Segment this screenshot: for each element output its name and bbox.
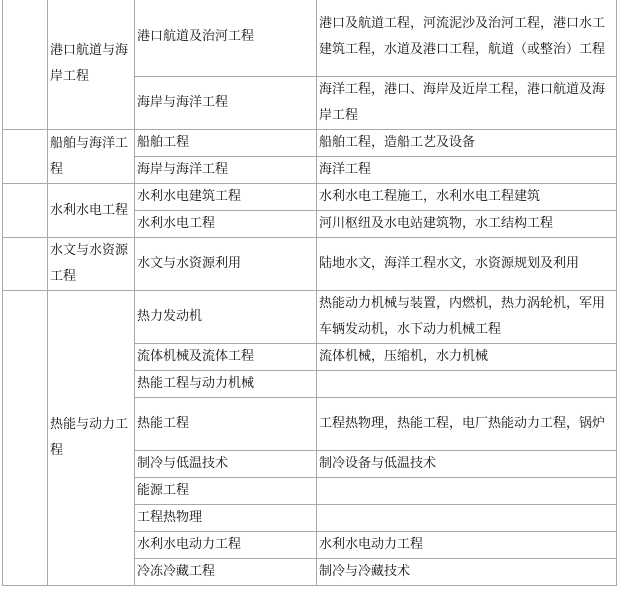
old-major-cell	[317, 478, 617, 505]
major-name-cell: 热能工程与动力机械	[135, 371, 317, 398]
major-name-cell: 热力发动机	[135, 291, 317, 344]
old-major-cell: 流体机械，压缩机，水力机械	[317, 344, 617, 371]
table-row	[3, 184, 617, 211]
old-major-cell: 工程热物理，热能工程，电厂热能动力工程，锅炉	[317, 398, 617, 451]
table-row	[3, 238, 617, 291]
table-row	[3, 291, 617, 344]
major-name-cell: 船舶工程	[135, 130, 317, 157]
old-major-cell	[317, 505, 617, 532]
blank-cell	[3, 0, 48, 130]
old-major-cell: 水利水电工程施工，水利水电工程建筑	[317, 184, 617, 211]
old-major-cell	[317, 371, 617, 398]
old-major-cell: 热能动力机械与装置，内燃机，热力涡轮机，军用车辆发动机，水下动力机械工程	[317, 291, 617, 344]
old-major-cell: 水利水电动力工程	[317, 532, 617, 559]
major-name-cell: 冷冻冷藏工程	[135, 559, 317, 586]
major-name-cell: 海岸与海洋工程	[135, 157, 317, 184]
major-catalog-table	[2, 0, 617, 586]
old-major-cell: 陆地水文，海洋工程水文，水资源规划及利用	[317, 238, 617, 291]
major-name-cell: 水利水电动力工程	[135, 532, 317, 559]
old-major-cell: 海洋工程，港口、海岸及近岸工程，港口航道及海岸工程	[317, 77, 617, 130]
major-name-cell: 海岸与海洋工程	[135, 77, 317, 130]
major-name-cell: 水文与水资源利用	[135, 238, 317, 291]
category-cell: 水利水电工程	[48, 184, 135, 238]
category-cell: 港口航道与海岸工程	[48, 0, 135, 130]
major-name-cell: 水利水电工程	[135, 211, 317, 238]
blank-cell	[3, 130, 48, 184]
major-name-cell: 流体机械及流体工程	[135, 344, 317, 371]
old-major-cell: 制冷与冷藏技术	[317, 559, 617, 586]
major-name-cell: 港口航道及治河工程	[135, 0, 317, 77]
old-major-cell: 海洋工程	[317, 157, 617, 184]
major-name-cell: 制冷与低温技术	[135, 451, 317, 478]
old-major-cell: 河川枢纽及水电站建筑物，水工结构工程	[317, 211, 617, 238]
table-row	[3, 0, 617, 77]
category-cell: 水文与水资源工程	[48, 238, 135, 291]
old-major-cell: 制冷设备与低温技术	[317, 451, 617, 478]
category-cell: 热能与动力工程	[48, 291, 135, 586]
old-major-cell: 船舶工程，造船工艺及设备	[317, 130, 617, 157]
major-name-cell: 能源工程	[135, 478, 317, 505]
major-name-cell: 水利水电建筑工程	[135, 184, 317, 211]
major-name-cell: 热能工程	[135, 398, 317, 451]
blank-cell	[3, 238, 48, 291]
table-row	[3, 130, 617, 157]
old-major-cell: 港口及航道工程，河流泥沙及治河工程，港口水工建筑工程，水道及港口工程，航道（或整治）工程	[317, 0, 617, 77]
major-name-cell: 工程热物理	[135, 505, 317, 532]
blank-cell	[3, 291, 48, 586]
category-cell: 船舶与海洋工程	[48, 130, 135, 184]
blank-cell	[3, 184, 48, 238]
